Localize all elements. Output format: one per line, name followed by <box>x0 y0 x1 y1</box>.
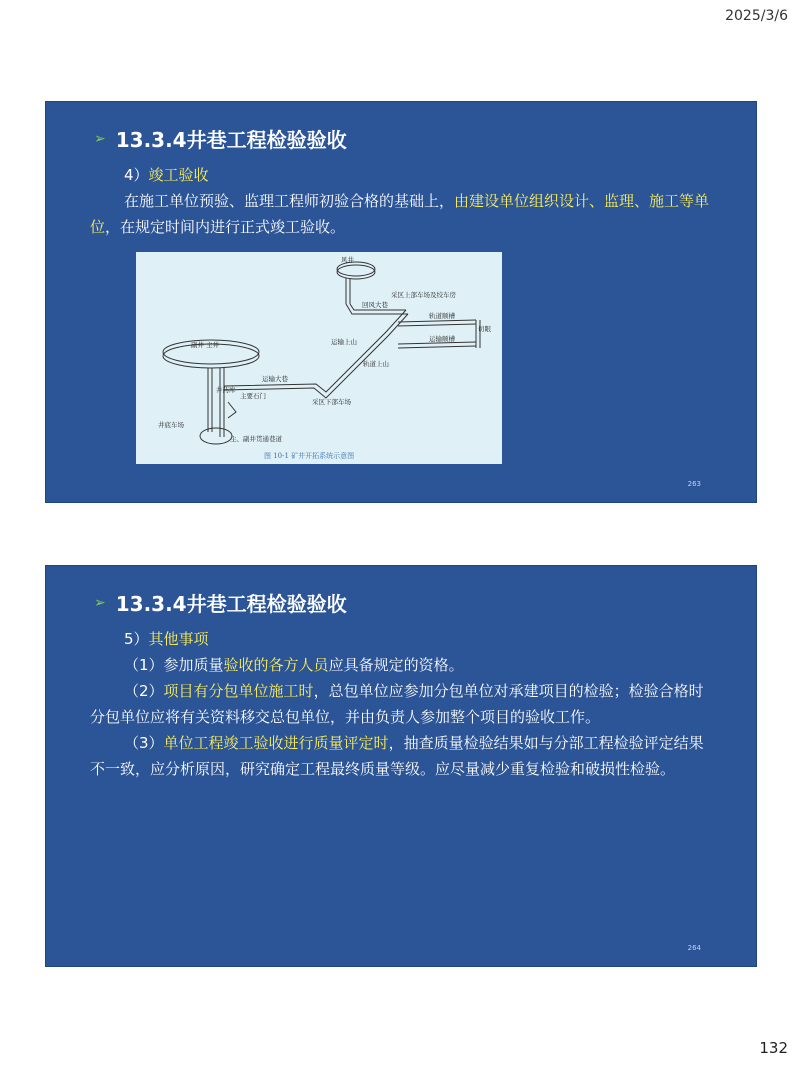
label-yunshu-shangshan: 运输上山 <box>331 338 357 346</box>
slide-264 <box>45 565 757 967</box>
label-fujing-zhujing: 副井 主井 <box>191 341 220 349</box>
item-text: ，抽查质量检验结果如与分部工程检验评定结果不一致，应分析原因，研究确定工程最终质量等级。应尽量减少重复检验和破损性检验。 <box>90 734 704 778</box>
item-text: ，总包单位应参加分包单位对承建项目的检验；检验合格时分包单位应将有关资料移交总包单位，并由负责人参加整个项目的验收工作。 <box>90 682 704 726</box>
arrow-bullet-icon: ➢ <box>94 594 106 611</box>
print-date: 2025/3/6 <box>725 8 788 24</box>
label-caiqu-xiabu: 采区下部车场 <box>312 398 351 406</box>
section-heading <box>90 626 712 652</box>
item-highlight: 验收的各方人员 <box>223 656 329 674</box>
item-highlight: 单位工程竣工验收进行质量评定时 <box>163 734 389 752</box>
diagram-caption: 图 10-1 矿井开拓系统示意图 <box>264 452 355 460</box>
slide-263 <box>45 101 757 503</box>
item-highlight: 项目有分包单位施工时 <box>163 682 314 700</box>
slide-number: 263 <box>687 480 701 488</box>
slide-title-text: 13.3.4井巷工程检验验收 <box>115 592 347 616</box>
slide-number: 264 <box>687 944 701 952</box>
label-jingyaoku: 井药库 <box>216 386 236 394</box>
label-yunshu-daxiang: 运输大巷 <box>262 375 288 383</box>
label-qieyan: 切眼 <box>478 325 491 333</box>
slide-title-text: 13.3.4井巷工程检验验收 <box>115 128 347 152</box>
slide-body <box>90 626 712 782</box>
label-guantong-xiangdao: 主、副井贯通巷道 <box>230 435 282 443</box>
paragraph <box>90 188 712 240</box>
label-feng-jing: 风井 <box>341 256 354 264</box>
slide-title <box>94 124 347 153</box>
arrow-bullet-icon: ➢ <box>94 130 106 147</box>
paragraph-part2: ，在规定时间内进行正式竣工验收。 <box>105 218 346 236</box>
list-item <box>90 730 712 782</box>
item-prefix: （1）参加质量 <box>124 656 224 674</box>
section-label: 竣工验收 <box>148 166 209 184</box>
label-zhuyao-shimen: 主要石门 <box>240 392 266 400</box>
list-item <box>90 678 712 730</box>
list-item <box>90 652 712 678</box>
page-number: 132 <box>759 1039 788 1057</box>
item-prefix: （2） <box>124 682 164 700</box>
section-heading <box>90 162 712 188</box>
paragraph-part1: 在施工单位预验、监理工程师初验合格的基础上， <box>124 192 455 210</box>
label-guidao-shangshan: 轨道上山 <box>363 360 389 368</box>
label-caiqu-shangbu: 采区上部车场及绞车房 <box>391 291 456 299</box>
item-text: 应具备规定的资格。 <box>328 656 464 674</box>
label-huifeng-daxiang: 回风大巷 <box>362 301 388 309</box>
section-label: 其他事项 <box>148 630 209 648</box>
mine-development-diagram <box>136 252 502 464</box>
section-number: 5） <box>124 630 149 648</box>
mine-diagram-svg <box>136 252 502 464</box>
label-yunshu-shuncao: 运输顺槽 <box>429 335 455 343</box>
item-prefix: （3） <box>124 734 164 752</box>
paragraph-highlight: 由建设单位组织设计、监理、施工等单位 <box>90 192 710 236</box>
slide-title <box>94 588 347 617</box>
section-number: 4） <box>124 166 149 184</box>
slide-body <box>90 162 712 240</box>
label-guidao-shuncao: 轨道顺槽 <box>429 312 455 320</box>
label-jingdi-chechang: 井底车场 <box>158 421 184 429</box>
